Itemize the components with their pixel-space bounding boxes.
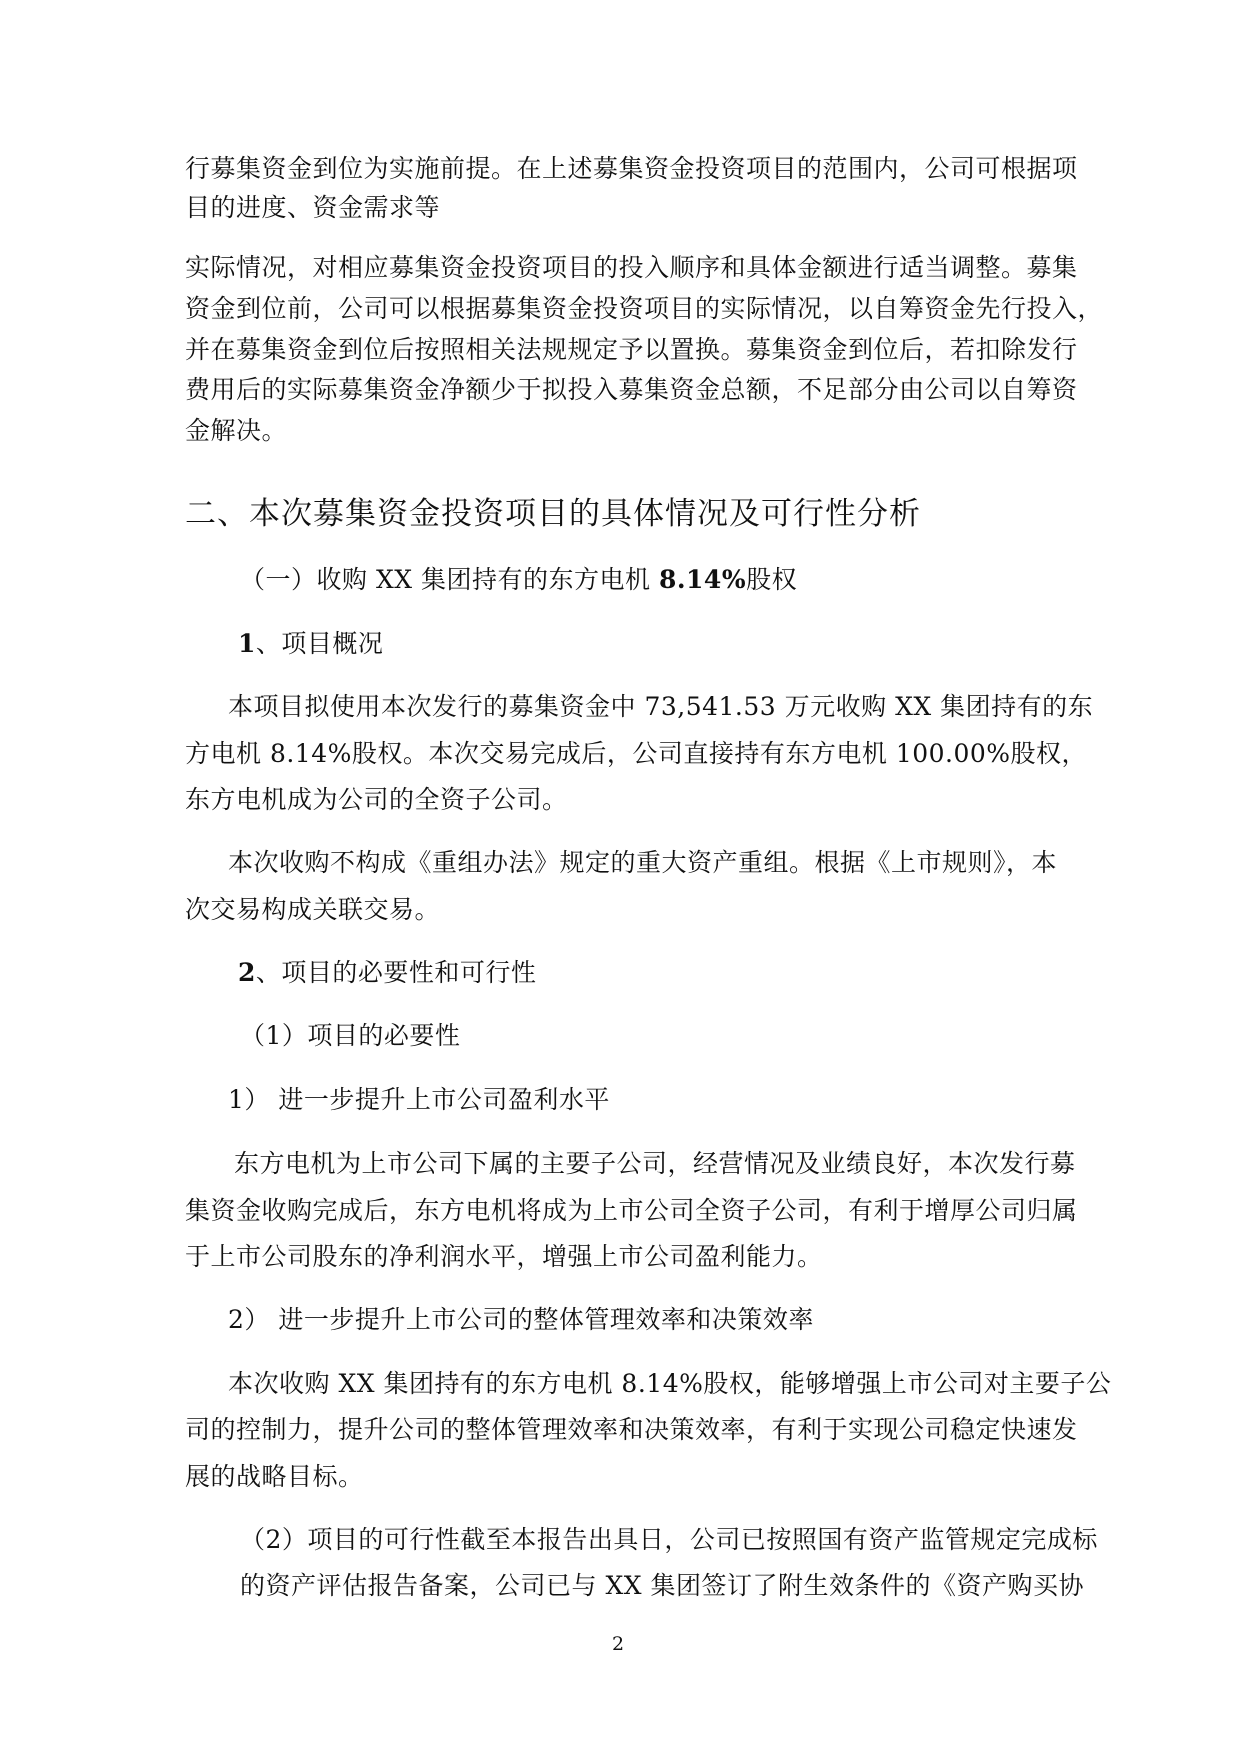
page-number: 2 <box>612 1633 625 1655</box>
paragraph-line: 并在募集资金到位后按照相关法规规定予以置换。募集资金到位后，若扣除发行 <box>185 335 1078 364</box>
paragraph-line: 集资金收购完成后，东方电机将成为上市公司全资子公司，有利于增厚公司归属 <box>185 1196 1078 1225</box>
subsection-suffix: 股权 <box>746 565 798 594</box>
point-heading: 2） 进一步提升上市公司的整体管理效率和决策效率 <box>228 1305 814 1334</box>
point-heading: 1） 进一步提升上市公司盈利水平 <box>228 1085 610 1114</box>
paragraph-line: 司的控制力，提升公司的整体管理效率和决策效率，有利于实现公司稳定快速发 <box>185 1415 1078 1444</box>
paragraph-line: 行募集资金到位为实施前提。在上述募集资金投资项目的范围内，公司可根据项 <box>185 154 1078 183</box>
paragraph-line: 展的战略目标。 <box>185 1462 364 1491</box>
item-text: 、项目概况 <box>255 629 384 658</box>
subsection-prefix: （一）收购 XX 集团持有的东方电机 <box>240 565 659 594</box>
paragraph-line: 费用后的实际募集资金净额少于拟投入募集资金总额，不足部分由公司以自筹资 <box>185 375 1078 404</box>
section-heading: 二、本次募集资金投资项目的具体情况及可行性分析 <box>185 496 921 532</box>
paragraph-line: 目的进度、资金需求等 <box>185 193 441 222</box>
paragraph-line: （2）项目的可行性截至本报告出具日，公司已按照国有资产监管规定完成标 <box>240 1525 1098 1554</box>
subsection-heading <box>240 563 797 597</box>
paragraph-line: 实际情况，对相应募集资金投资项目的投入顺序和具体金额进行适当调整。募集 <box>185 253 1078 282</box>
subsection-percent: 8.14% <box>658 565 747 594</box>
item-number: 2 <box>238 958 256 987</box>
paragraph-line: 方电机 8.14%股权。本次交易完成后，公司直接持有东方电机 100.00%股权， <box>185 739 1088 768</box>
paragraph-line: 于上市公司股东的净利润水平，增强上市公司盈利能力。 <box>185 1242 823 1271</box>
paragraph-line: 的资产评估报告备案，公司已与 XX 集团签订了附生效条件的《资产购买协 <box>240 1571 1084 1600</box>
paragraph-line: 次交易构成关联交易。 <box>185 895 441 924</box>
item-heading <box>238 627 383 661</box>
item-text: 、项目的必要性和可行性 <box>255 958 537 987</box>
subsection-heading: （1）项目的必要性 <box>240 1021 461 1050</box>
paragraph-line: 东方电机为上市公司下属的主要子公司，经营情况及业绩良好，本次发行募 <box>234 1149 1076 1178</box>
item-heading <box>238 956 536 990</box>
paragraph-line: 本次收购不构成《重组办法》规定的重大资产重组。根据《上市规则》，本 <box>228 848 1058 877</box>
paragraph-line: 资金到位前，公司可以根据募集资金投资项目的实际情况，以自筹资金先行投入， <box>185 294 1104 323</box>
paragraph-line: 本项目拟使用本次发行的募集资金中 73,541.53 万元收购 XX 集团持有的东 <box>228 692 1094 721</box>
paragraph-line: 本次收购 XX 集团持有的东方电机 8.14%股权，能够增强上市公司对主要子公 <box>228 1369 1112 1398</box>
paragraph-line: 东方电机成为公司的全资子公司。 <box>185 785 568 814</box>
item-number: 1 <box>238 629 256 658</box>
paragraph-line: 金解决。 <box>185 416 288 445</box>
